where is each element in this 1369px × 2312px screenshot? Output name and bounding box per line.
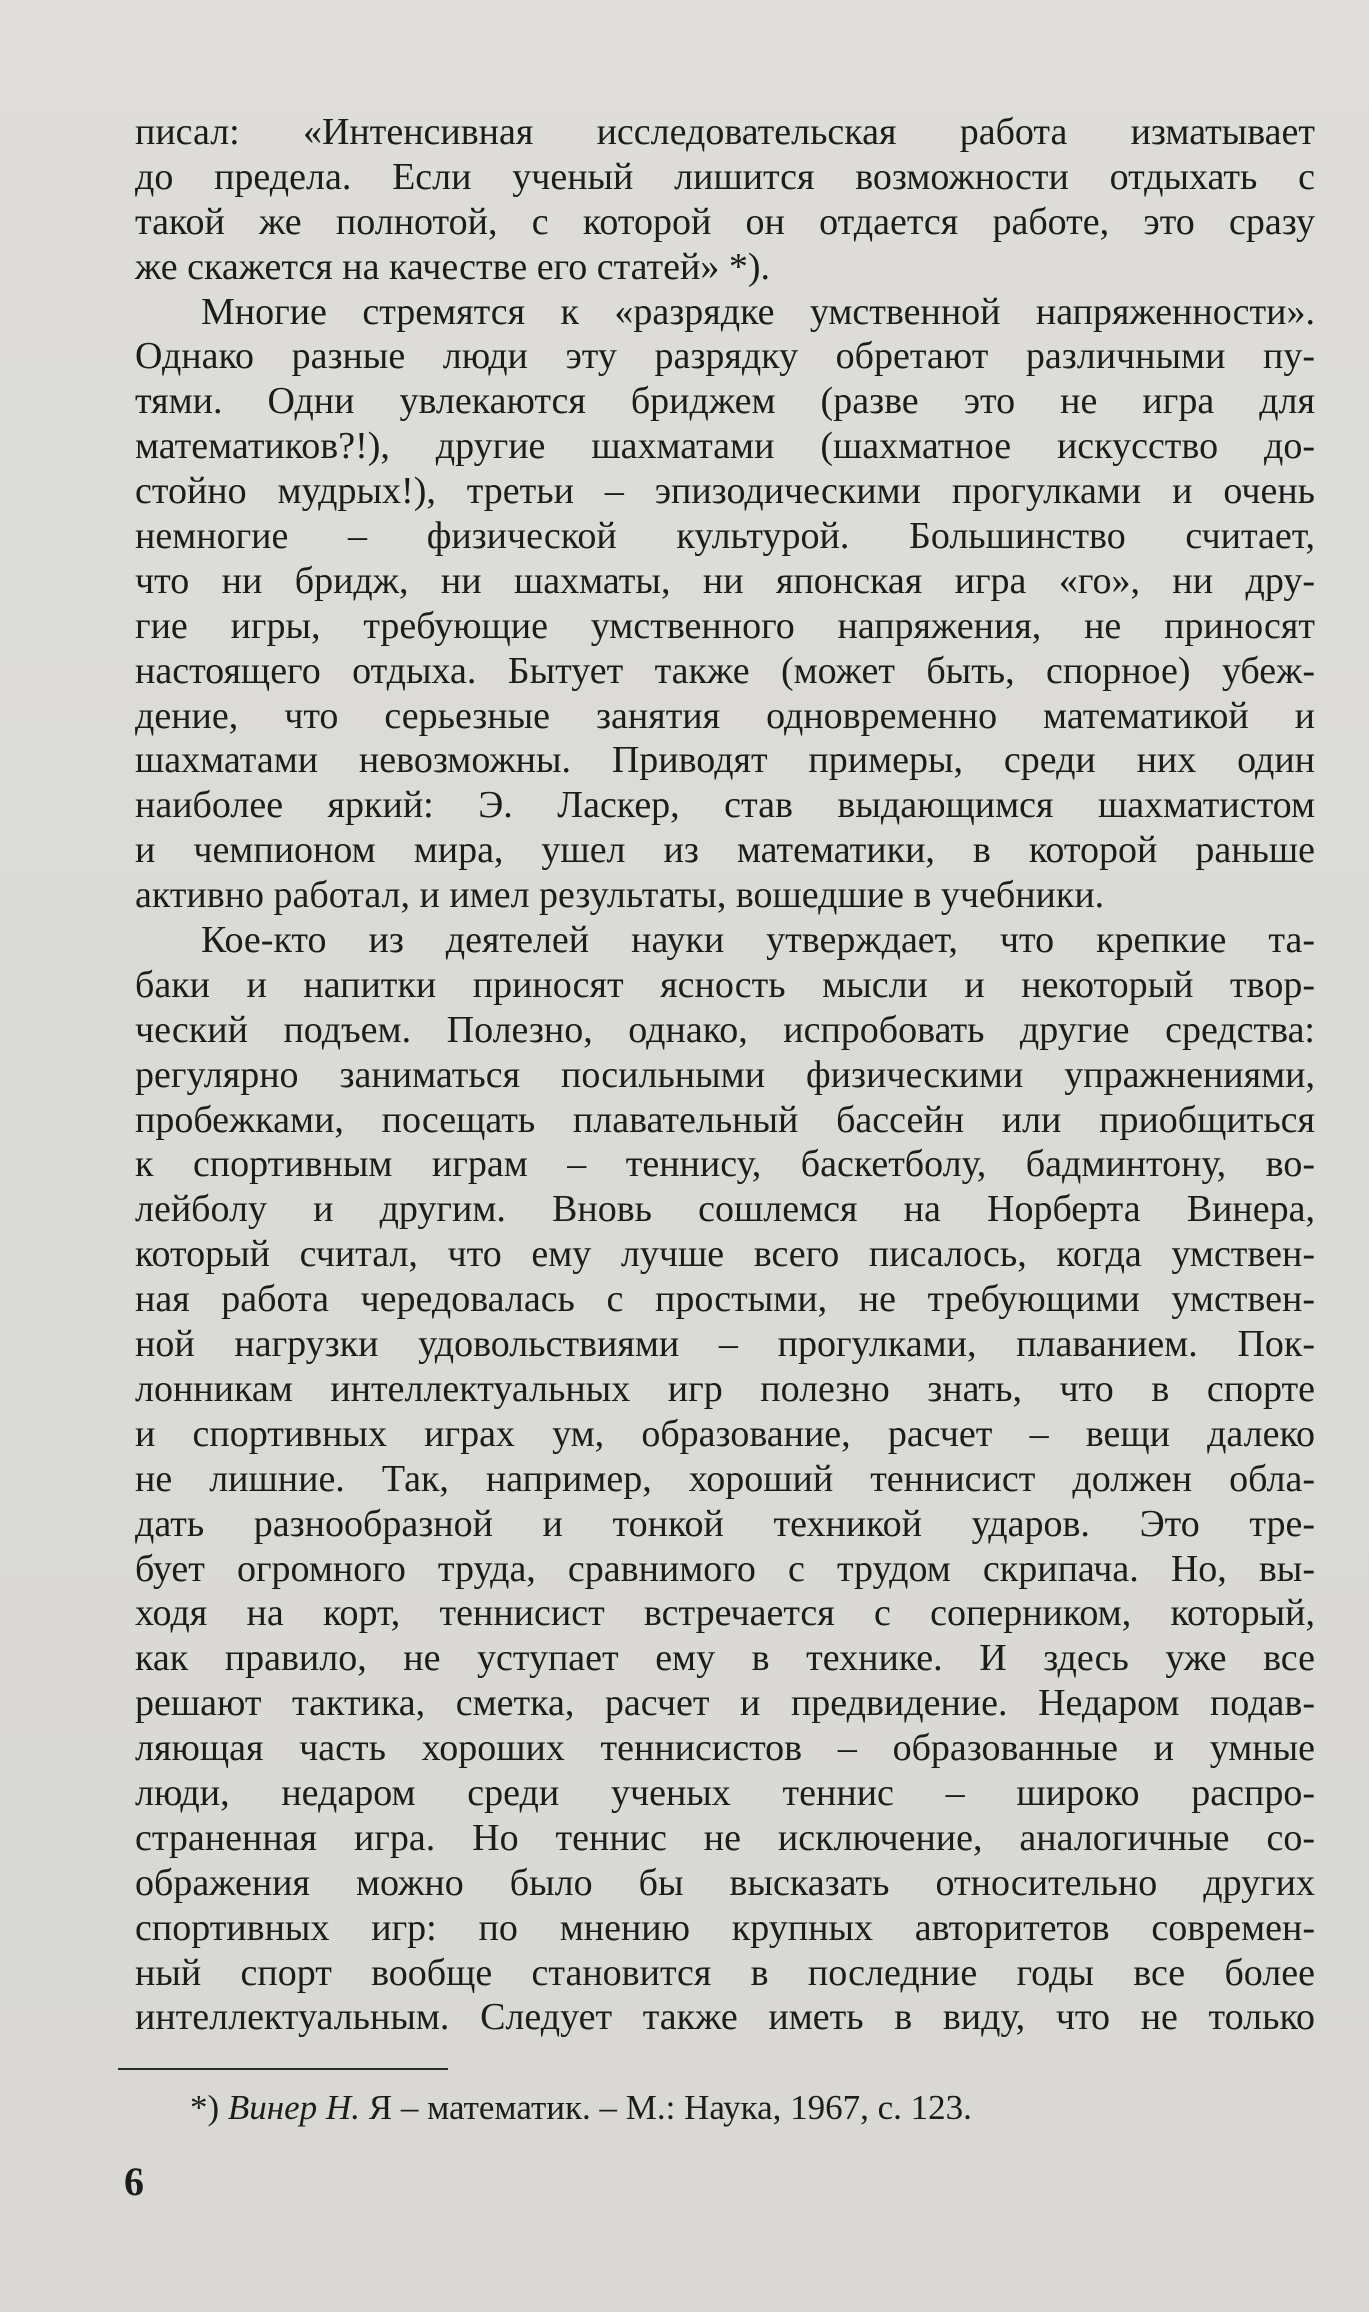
text-line: ображения можно было бы высказать относительно других xyxy=(135,1861,1315,1904)
text-line: гие игры, требующие умственного напряжения, не приносят xyxy=(135,604,1315,647)
text-line: тями. Одни увлекаются бриджем (разве это не игра для xyxy=(135,380,1315,423)
text-line: Кое-кто из деятелей науки утверждает, что крепкие та- xyxy=(201,919,1315,962)
text-line: пробежками, посещать плавательный бассейн или приобщиться xyxy=(135,1098,1315,1141)
text-line: к спортивным играм – теннису, баскетболу, бадминтону, во- xyxy=(135,1143,1315,1186)
text-line: ной нагрузки удовольствиями – прогулками, плаванием. Пок- xyxy=(135,1323,1315,1366)
text-line: такой же полнотой, с которой он отдается работе, это сразу xyxy=(135,200,1315,243)
text-line: стойно мудрых!), третьи – эпизодическими прогулками и очень xyxy=(135,470,1315,513)
text-line: спортивных игр: по мнению крупных авторитетов современ- xyxy=(135,1906,1315,1949)
footnote xyxy=(190,2086,972,2130)
text-line: лонникам интеллектуальных игр полезно знать, что в спорте xyxy=(135,1367,1315,1410)
text-line: ный спорт вообще становится в последние годы все более xyxy=(135,1951,1315,1994)
text-line: как правило, не уступает ему в технике. И здесь уже все xyxy=(135,1637,1315,1680)
text-line: математиков?!), другие шахматами (шахматное искусство до- xyxy=(135,425,1315,468)
text-line: дение, что серьезные занятия одновременно математикой и xyxy=(135,694,1315,737)
footnote-author: Винер Н. xyxy=(227,2088,360,2127)
text-line: ходя на корт, теннисист встречается с соперником, который, xyxy=(135,1592,1315,1635)
page-number: 6 xyxy=(124,2159,144,2204)
footnote-marker: *) xyxy=(190,2088,220,2127)
text-line: шахматами невозможны. Приводят примеры, среди них один xyxy=(135,739,1315,782)
footnote-divider xyxy=(118,2068,448,2070)
footnote-citation: Я – математик. – М.: Наука, 1967, с. 123. xyxy=(368,2088,972,2127)
text-line: и чемпионом мира, ушел из математики, в которой раньше xyxy=(135,829,1315,872)
text-line: Многие стремятся к «разрядке умственной напряженности». xyxy=(201,290,1315,333)
body-text xyxy=(135,110,1315,2040)
text-line: Однако разные люди эту разрядку обретают различными пу- xyxy=(135,335,1315,378)
text-line: баки и напитки приносят ясность мысли и некоторый твор- xyxy=(135,963,1315,1006)
text-line: ческий подъем. Полезно, однако, испробовать другие средства: xyxy=(135,1008,1315,1051)
text-line: писал: «Интенсивная исследовательская работа изматывает xyxy=(135,111,1315,153)
text-line: лейболу и другим. Вновь сошлемся на Норберта Винера, xyxy=(135,1188,1315,1231)
text-line: немногие – физической культурой. Большинство считает, xyxy=(135,515,1315,558)
text-line: страненная игра. Но теннис не исключение, аналогичные со- xyxy=(135,1816,1315,1859)
text-line: настоящего отдыха. Бытует также (может быть, спорное) убеж- xyxy=(135,649,1315,692)
text-line: и спортивных играх ум, образование, расчет – вещи далеко xyxy=(135,1412,1315,1455)
text-line: до предела. Если ученый лишится возможности отдыхать с xyxy=(135,155,1315,198)
text-line: не лишние. Так, например, хороший теннисист должен обла- xyxy=(135,1457,1315,1500)
text-line: который считал, что ему лучше всего писалось, когда умствен- xyxy=(135,1233,1315,1276)
text-line: решают тактика, сметка, расчет и предвидение. Недаром подав- xyxy=(135,1682,1315,1725)
text-line: ная работа чередовалась с простыми, не требующими умствен- xyxy=(135,1278,1315,1321)
text-line: люди, недаром среди ученых теннис – широко распро- xyxy=(135,1771,1315,1814)
text-line: регулярно заниматься посильными физическими упражнениями, xyxy=(135,1053,1315,1096)
text-line: же скажется на качестве его статей» *). xyxy=(135,245,770,288)
text-line: интеллектуальным. Следует также иметь в виду, что не только xyxy=(135,1996,1315,2039)
text-line: бует огромного труда, сравнимого с трудом скрипача. Но, вы- xyxy=(135,1547,1315,1590)
text-line: что ни бридж, ни шахматы, ни японская игра «го», ни дру- xyxy=(135,559,1315,602)
text-line: наиболее яркий: Э. Ласкер, став выдающимся шахматистом xyxy=(135,784,1315,827)
text-line: ляющая часть хороших теннисистов – образованные и умные xyxy=(135,1727,1315,1770)
text-line: активно работал, и имел результаты, вошедшие в учебники. xyxy=(135,874,1105,917)
text-line: дать разнообразной и тонкой техникой ударов. Это тре- xyxy=(135,1502,1315,1545)
